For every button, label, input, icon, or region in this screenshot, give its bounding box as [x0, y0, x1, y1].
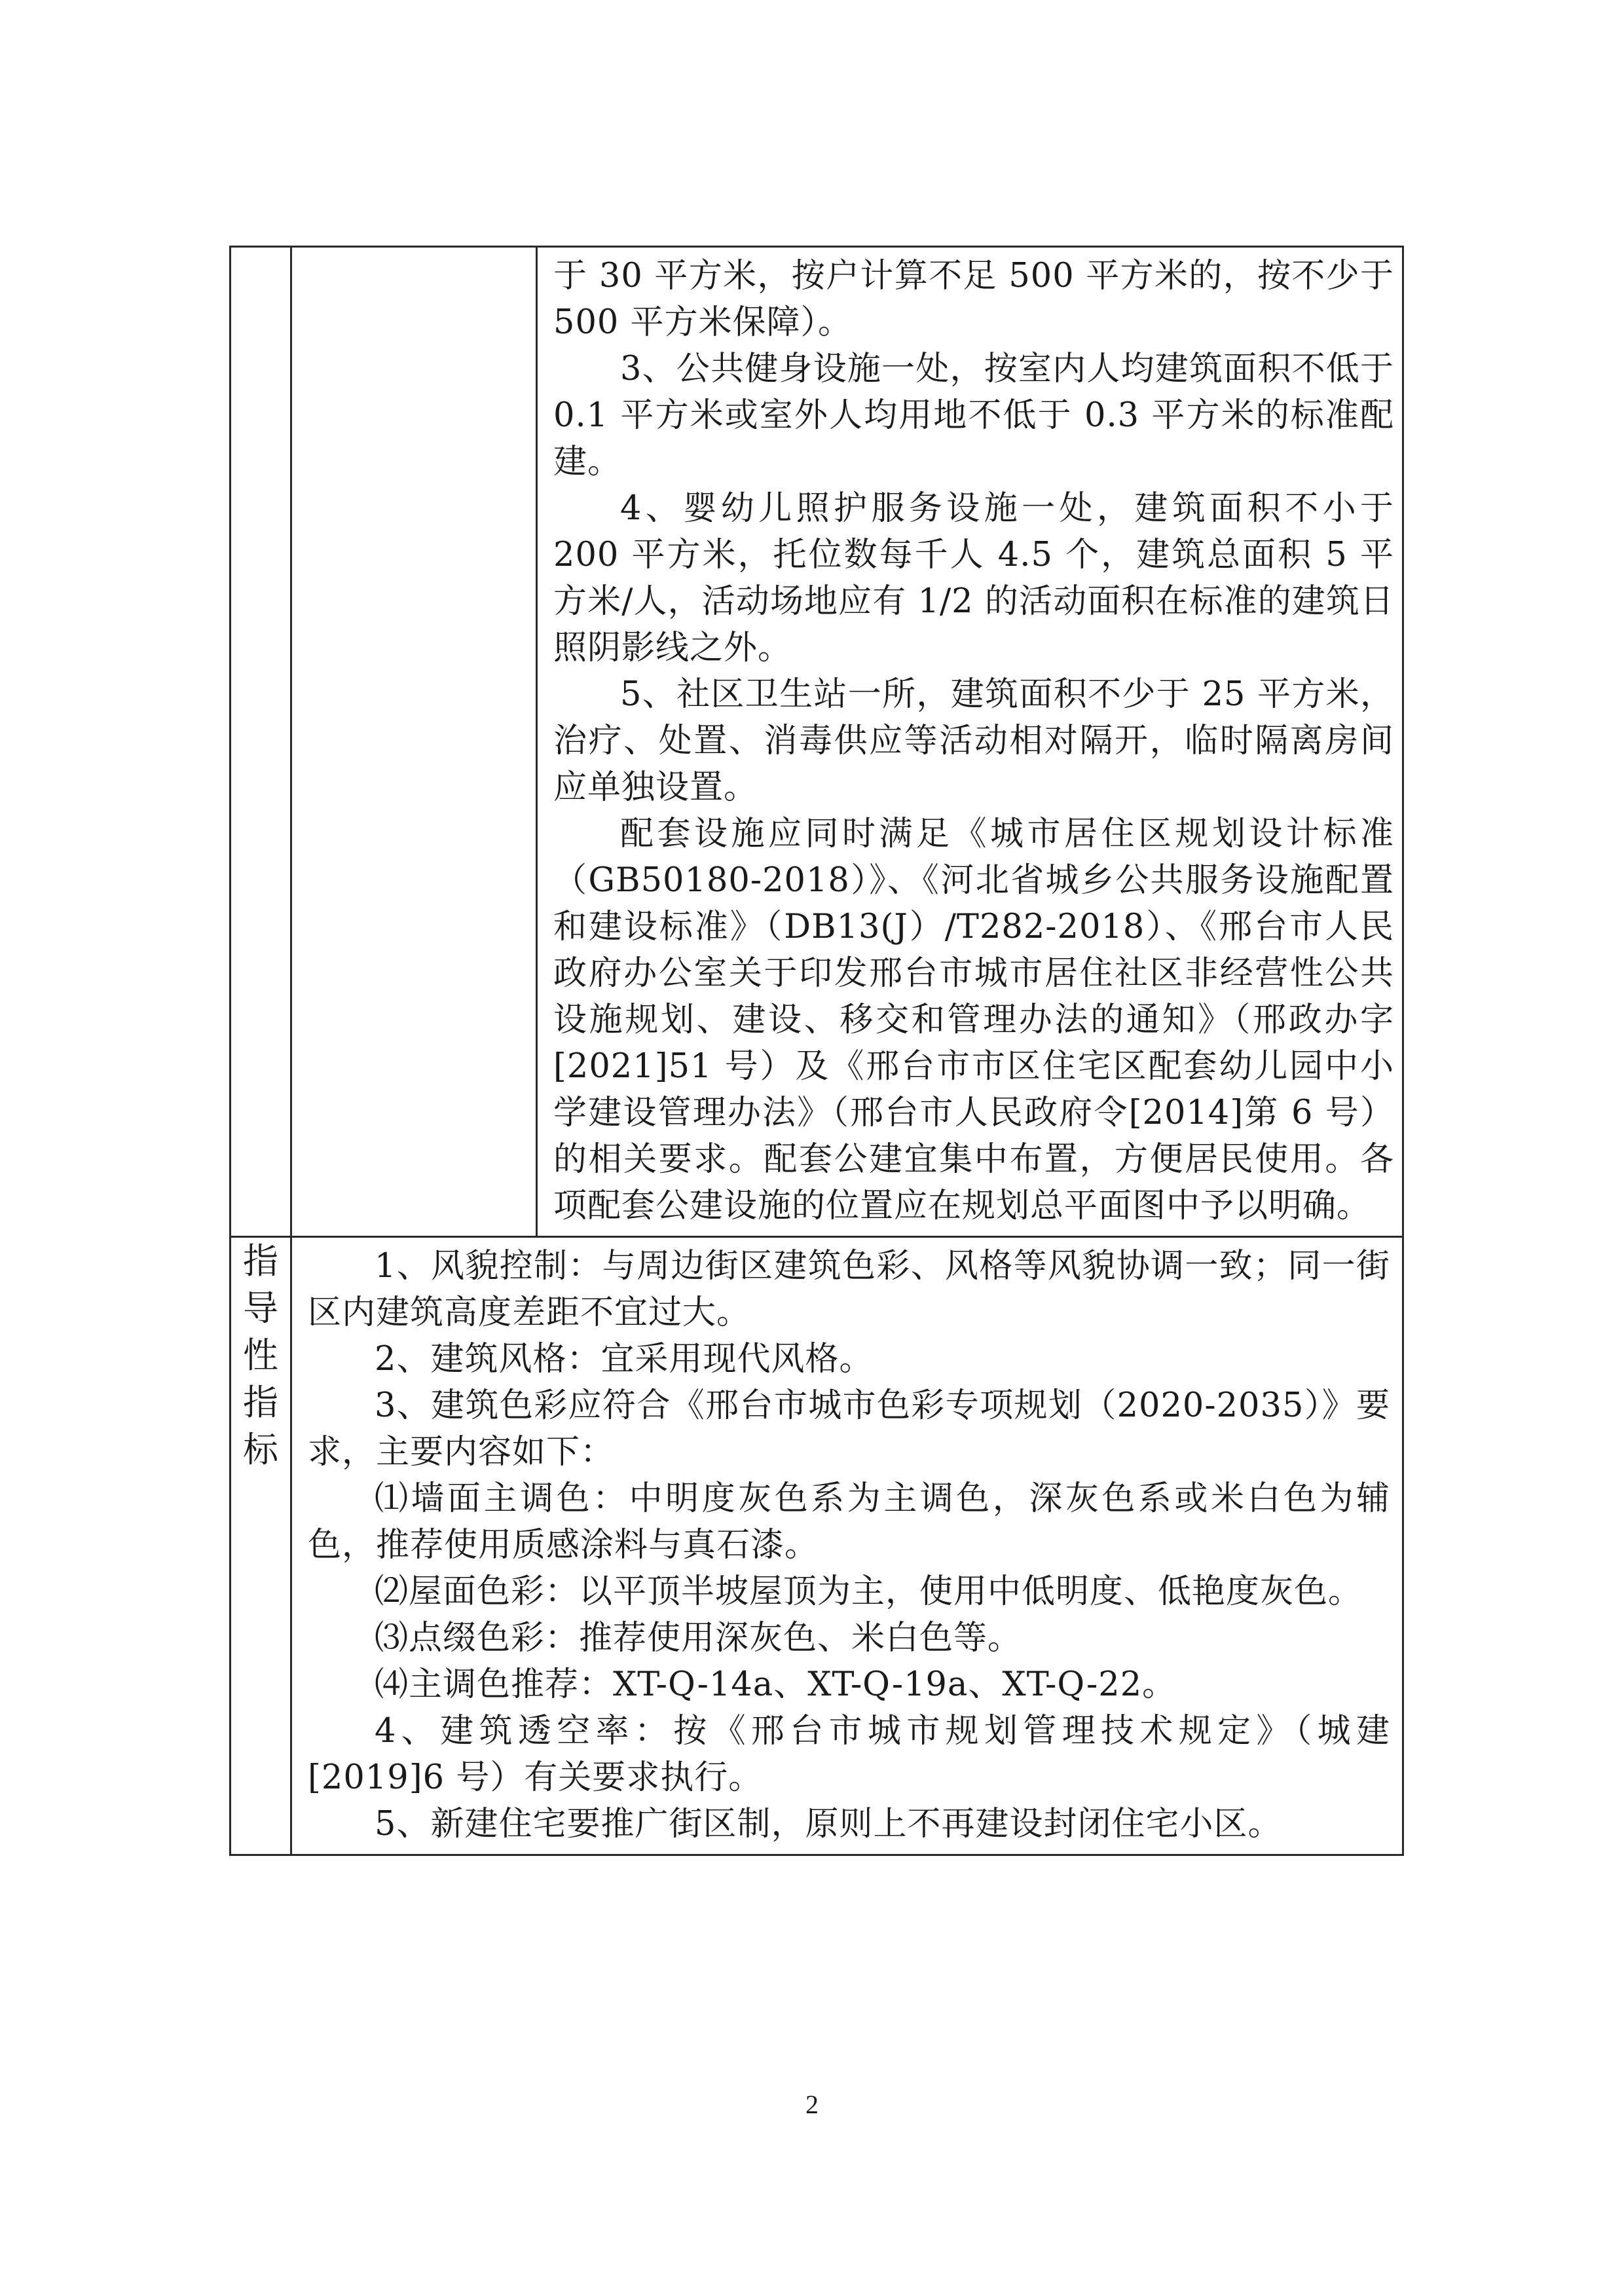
paragraph: ⑶点缀色彩：推荐使用深灰色、米白色等。 [375, 1619, 1022, 1657]
paragraph: ⑵屋面色彩：以平顶半坡屋顶为主，使用中低明度、低艳度灰色。 [375, 1572, 1363, 1611]
label-char: 标 [243, 1429, 278, 1470]
paragraph: 3、建筑色彩应符合《邢台市城市色彩专项规划（2020-2035）》要求，主要内容如下： [308, 1386, 1390, 1472]
label-char: 指 [243, 1240, 278, 1282]
empty-category-cell [231, 247, 291, 1237]
paragraph: 1、风貌控制：与周边街区建筑色彩、风格等风貌协调一致；同一街区内建筑高度差距不宜过大。 [308, 1247, 1390, 1332]
guidance-text [292, 1238, 1402, 1854]
facilities-text [538, 248, 1402, 1236]
table-row-facilities [231, 247, 1403, 1237]
table-row-guidance [231, 1237, 1403, 1855]
paragraph: 4、婴幼儿照护服务设施一处，建筑面积不小于 200 平方米，托位数每千人 4.5 个，建筑总面积 5 平方米/人，活动场地应有 1/2 的活动面积在标准的建筑日照阴影线之外。 [553, 489, 1394, 667]
paragraph: 3、公共健身设施一处，按室内人均建筑面积不低于 0.1 平方米或室外人均用地不低于 0.3 平方米的标准配建。 [553, 350, 1394, 481]
empty-item-cell [291, 247, 537, 1237]
planning-conditions-table [229, 246, 1404, 1856]
paragraph: 4、建筑透空率：按《邢台市城市规划管理技术规定》（城建[2019]6 号）有关要求执行。 [308, 1712, 1390, 1797]
paragraph: ⑷主调色推荐：XT-Q-14a、XT-Q-19a、XT-Q-22。 [375, 1665, 1177, 1704]
paragraph: 配套设施应同时满足《城市居住区规划设计标准（GB50180-2018）》、《河北省城乡公共服务设施配置和建设标准》（DB13(J）/T282-2018）、《邢台市人民政府办公室关于印发邢台市城市居住社区非经营性公共设施规划、建设、移交和管理办法的通知》（邢政办字[2021]51 号）及《邢台市市区住宅区配套幼儿园中小学建设管理办法》（邢台市人民政府令[2014]第 6 号）的相关要求。配套公建宜集中布置，方便居民使用。各项配套公建设施的位置应在规划总平面图中予以明确。 [553, 815, 1394, 1225]
guidance-label [241, 1238, 280, 1473]
label-char: 性 [243, 1335, 278, 1376]
label-char: 导 [243, 1287, 278, 1329]
guidance-content-cell [291, 1237, 1403, 1855]
paragraph: ⑴墙面主调色：中明度灰色系为主调色，深灰色系或米白色为辅色，推荐使用质感涂料与真石漆。 [308, 1479, 1390, 1565]
facilities-content-cell [537, 247, 1403, 1237]
paragraph: 于 30 平方米，按户计算不足 500 平方米的，按不少于 500 平方米保障）。 [553, 257, 1394, 342]
guidance-label-cell [231, 1237, 291, 1855]
paragraph: 2、建筑风格：宜采用现代风格。 [375, 1340, 874, 1379]
paragraph: 5、社区卫生站一所，建筑面积不少于 25 平方米，治疗、处置、消毒供应等活动相对隔开，临时隔离房间应单独设置。 [553, 675, 1394, 807]
paragraph: 5、新建住宅要推广街区制，原则上不再建设封闭住宅小区。 [375, 1805, 1282, 1843]
page-number: 2 [805, 2090, 819, 2119]
label-char: 指 [243, 1382, 278, 1423]
